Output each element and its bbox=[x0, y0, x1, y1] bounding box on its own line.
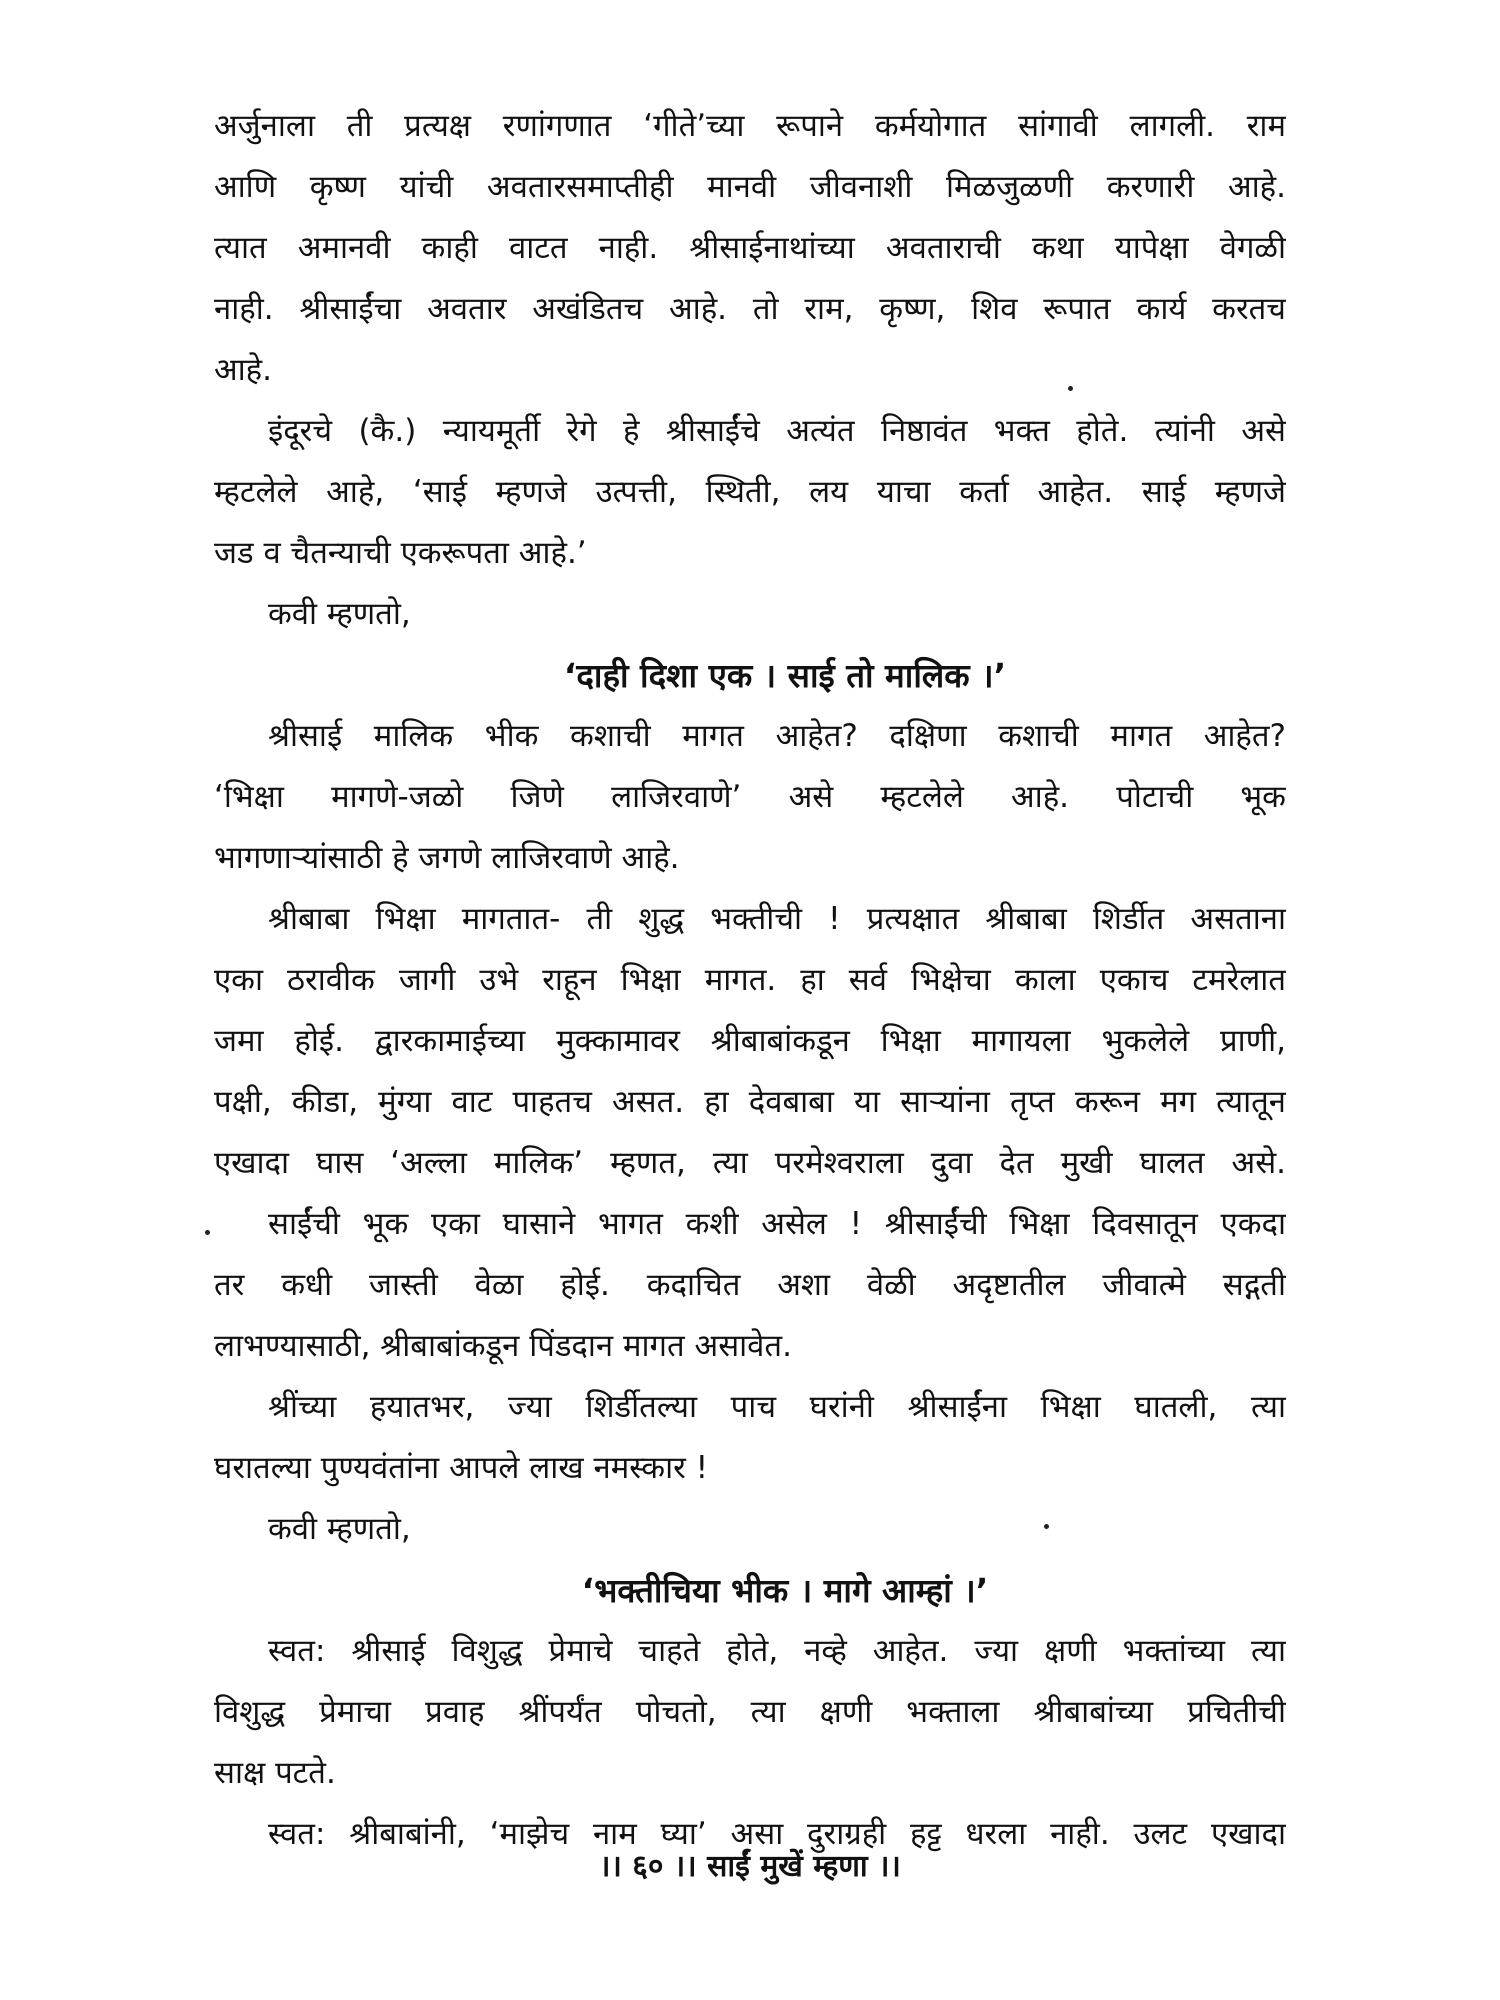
paragraph-start-line: स्वत: श्रीबाबांनी, ‘माझेच नाम घ्या’ असा दुराग्रही हट्ट धरला नाही. उलट एखादा bbox=[268, 1816, 1286, 1852]
scan-speck bbox=[1044, 1524, 1049, 1529]
scan-speck bbox=[1068, 386, 1073, 391]
text-line: पक्षी, कीडा, मुंग्या वाट पाहतच असत. हा देवबाबा या साऱ्यांना तृप्त करून मग त्यातून bbox=[214, 1084, 1286, 1120]
text-line: म्हटलेले आहे, ‘साई म्हणजे उत्पत्ती, स्थिती, लय याचा कर्ता आहेत. साई म्हणजे bbox=[214, 474, 1286, 510]
text-line: जमा होई. द्वारकामाईच्या मुक्कामावर श्रीबाबांकडून भिक्षा मागायला भुकलेले प्राणी, bbox=[214, 1023, 1286, 1059]
paragraph-start-line: श्रीबाबा भिक्षा मागतात- ती शुद्ध भक्तीची ! प्रत्यक्षात श्रीबाबा शिर्डीत असताना bbox=[268, 901, 1286, 937]
text-line: आणि कृष्ण यांची अवतारसमाप्तीही मानवी जीवनाशी मिळजुळणी करणारी आहे. bbox=[214, 169, 1286, 205]
text-line: ‘भिक्षा मागणे-जळो जिणे लाजिरवाणे’ असे म्हटलेले आहे. पोटाची भूक bbox=[214, 779, 1286, 815]
text-line: आहे. bbox=[214, 352, 272, 388]
text-line: विशुद्ध प्रेमाचा प्रवाह श्रींपर्यंत पोचतो, त्या क्षणी भक्ताला श्रीबाबांच्या प्रचितीची bbox=[214, 1694, 1286, 1730]
text-line: त्यात अमानवी काही वाटत नाही. श्रीसाईनाथांच्या अवताराची कथा यापेक्षा वेगळी bbox=[214, 230, 1286, 266]
paragraph-start-line: कवी म्हणतो, bbox=[268, 596, 411, 632]
text-line: साक्ष पटते. bbox=[214, 1755, 336, 1791]
text-line: अर्जुनाला ती प्रत्यक्ष रणांगणात ‘गीते’च्या रूपाने कर्मयोगात सांगावी लागली. राम bbox=[214, 108, 1286, 144]
verse-quote: ‘दाही दिशा एक । साई तो मालिक ।’ bbox=[563, 656, 1007, 695]
paragraph-start-line: कवी म्हणतो, bbox=[268, 1511, 411, 1547]
paragraph-start-line: श्रीसाई मालिक भीक कशाची मागत आहेत? दक्षिणा कशाची मागत आहेत? bbox=[268, 718, 1286, 754]
text-line: एखादा घास ‘अल्ला मालिक’ म्हणत, त्या परमेश्वराला दुवा देत मुखी घालत असे. bbox=[214, 1145, 1286, 1181]
paragraph-start-line: श्रींच्या हयातभर, ज्या शिर्डीतल्या पाच घरांनी श्रीसाईंना भिक्षा घातली, त्या bbox=[268, 1389, 1286, 1425]
text-line: जड व चैतन्याची एकरूपता आहे.’ bbox=[214, 535, 587, 571]
text-line: तर कधी जास्ती वेळा होई. कदाचित अशा वेळी अदृष्टातील जीवात्मे सद्गती bbox=[214, 1267, 1286, 1303]
verse-quote: ‘भक्तीचिया भीक । मागे आम्हां ।’ bbox=[581, 1571, 989, 1610]
paragraph-start-line: साईंची भूक एका घासाने भागत कशी असेल ! श्रीसाईंची भिक्षा दिवसातून एकदा bbox=[268, 1206, 1286, 1242]
page-footer: ।। ६० ।। साईं मुखें म्हणा ।। bbox=[599, 1849, 901, 1884]
page-body bbox=[214, 96, 1286, 1865]
paragraph-start-line: इंदूरचे (कै.) न्यायमूर्ती रेगे हे श्रीसाईंचे अत्यंत निष्ठावंत भक्त होते. त्यांनी असे bbox=[268, 413, 1286, 449]
text-line: भागणाऱ्यांसाठी हे जगणे लाजिरवाणे आहे. bbox=[214, 840, 680, 876]
text-line: लाभण्यासाठी, श्रीबाबांकडून पिंडदान मागत असावेत. bbox=[214, 1328, 792, 1364]
text-line: एका ठरावीक जागी उभे राहून भिक्षा मागत. हा सर्व भिक्षेचा काला एकाच टमरेलात bbox=[214, 962, 1286, 998]
scan-speck bbox=[205, 1230, 210, 1235]
paragraph-start-line: स्वत: श्रीसाई विशुद्ध प्रेमाचे चाहते होते, नव्हे आहेत. ज्या क्षणी भक्तांच्या त्या bbox=[268, 1633, 1286, 1669]
text-line: घरातल्या पुण्यवंतांना आपले लाख नमस्कार ! bbox=[214, 1450, 709, 1486]
text-line: नाही. श्रीसाईंचा अवतार अखंडितच आहे. तो राम, कृष्ण, शिव रूपात कार्य करतच bbox=[214, 291, 1286, 327]
